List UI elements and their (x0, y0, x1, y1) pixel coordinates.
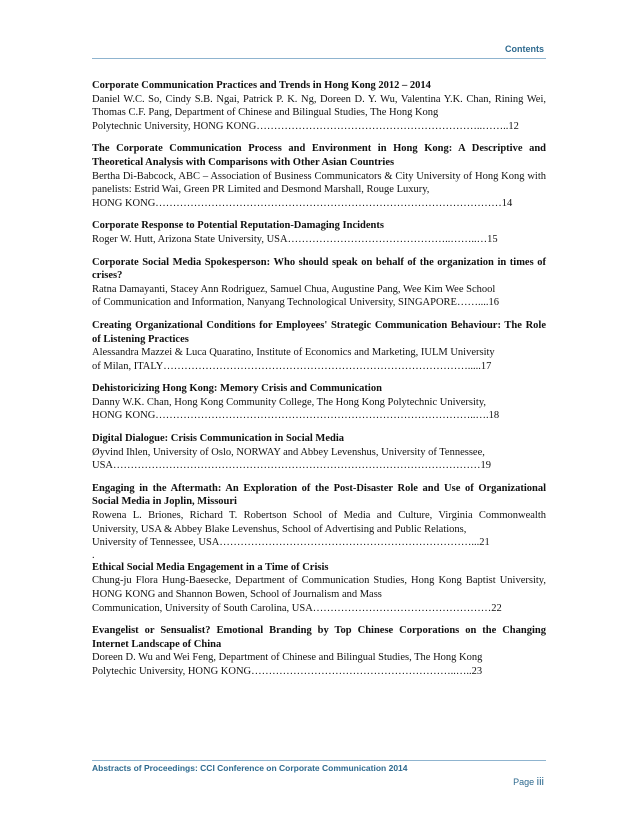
entry-title: Evangelist or Sensualist? Emotional Branding by Top Chinese Corporations on the Changing Internet Landscape of China (92, 625, 546, 650)
entry-title: Corporate Response to Potential Reputation-Damaging Incidents (92, 220, 384, 232)
entry-last-line-with-page: Polytechnic University, HONG KONG………………………………………………………..……..12 (92, 120, 519, 132)
toc-entry[interactable] (92, 432, 546, 473)
entry-last-line-with-page: University of Tennessee, USA………………………………………………………………...21 (92, 537, 490, 549)
toc-entry[interactable] (92, 142, 546, 210)
toc-entry[interactable] (92, 624, 546, 678)
page-label: Page (513, 777, 535, 787)
entry-title: Digital Dialogue: Crisis Communication in Social Media (92, 433, 344, 445)
entry-last-line-with-page: of Milan, ITALY…………………………………………………………………………….....17 (92, 360, 492, 372)
entry-last-line-with-page: Communication, University of South Carolina, USA……………………………………………22 (92, 602, 502, 614)
page-number (513, 776, 544, 788)
entry-last-line-with-page: Roger W. Hutt, Arizona State University, USA………………………………………..……..…15 (92, 233, 498, 245)
page-number-value: iii (536, 776, 544, 788)
footer-rule (92, 760, 546, 761)
entry-title: The Corporate Communication Process and Environment in Hong Kong: A Descriptive and Theoretical Analysis with Comparisons with Other Asian Countries (92, 143, 546, 168)
entry-authors: Chung-ju Flora Hung-Baesecke, Department of Communication Studies, Hong Kong Baptist University, HONG KONG and Shannon Bowen, School of Journalism and Mass (92, 575, 546, 600)
entry-last-line-with-page: of Communication and Information, Nanyang Technological University, SINGAPORE……....16 (92, 297, 499, 309)
entry-last-line-with-page: HONG KONG………………………………………………………………………………..….18 (92, 410, 500, 422)
entry-last-line-with-page: USA……………………………………………………………………………………………19 (92, 460, 492, 472)
entry-last-line-with-page: Polytechic University, HONG KONG…………………………………………………..…..23 (92, 665, 483, 677)
toc-entry[interactable] (92, 79, 546, 133)
entry-last-line-with-page: HONG KONG………………………………………………………………………………………14 (92, 197, 513, 209)
toc-entry[interactable] (92, 561, 546, 615)
toc-entry[interactable] (92, 256, 546, 310)
toc-entry[interactable] (92, 319, 546, 373)
entry-authors: Daniel W.C. So, Cindy S.B. Ngai, Patrick P. K. Ng, Doreen D. Y. Wu, Valentina Y.K. Chan, Rining Wei, Thomas C.F. Pang, Department of Chinese and Bilingual Studies, The Hong Kong (92, 93, 546, 119)
entry-authors: Doreen D. Wu and Wei Feng, Department of Chinese and Bilingual Studies, The Hong Kong (92, 652, 483, 664)
header-rule (92, 58, 546, 59)
entry-title: Ethical Social Media Engagement in a Time of Crisis (92, 561, 329, 573)
entry-title: Corporate Communication Practices and Trends in Hong Kong 2012 – 2014 (92, 80, 431, 91)
entry-title: Creating Organizational Conditions for Employees' Strategic Communication Behaviour: The Role of Listening Practices (92, 319, 546, 345)
entry-authors: Danny W.K. Chan, Hong Kong Community College, The Hong Kong Polytechnic University, (92, 396, 487, 408)
toc-entry[interactable] (92, 382, 546, 423)
entry-authors: Alessandra Mazzei & Luca Quaratino, Institute of Economics and Marketing, IULM University (92, 347, 495, 359)
entry-title: Engaging in the Aftermath: An Exploration of the Post-Disaster Role and Use of Organizational Social Media in Joplin, Missouri (92, 482, 546, 508)
table-of-contents (92, 79, 546, 688)
entry-authors: Rowena L. Briones, Richard T. Robertson School of Media and Culture, Virginia Commonwealth University, USA & Abbey Blake Levenshus, School of Advertising and Public Relations, (92, 510, 546, 535)
entry-title: Dehistoricizing Hong Kong: Memory Crisis and Communication (92, 383, 382, 395)
toc-entry[interactable] (92, 482, 546, 550)
entry-authors: Bertha Di-Babcock, ABC – Association of Business Communicators & City University of Hong Kong with panelists: Estrid Wai, Green PR Limited and Desmond Marshall, Rouge Luxury, (92, 170, 546, 196)
entry-authors: Ratna Damayanti, Stacey Ann Rodriguez, Samuel Chua, Augustine Pang, Wee Kim Wee School (92, 283, 496, 295)
stray-period-mark: . (92, 549, 95, 561)
toc-entry[interactable] (92, 219, 546, 246)
entry-title: Corporate Social Media Spokesperson: Who should speak on behalf of the organization in times of crises? (92, 256, 546, 282)
running-header-title: Contents (505, 44, 544, 54)
footer-proceedings-title: Abstracts of Proceedings: CCI Conference on Corporate Communication 2014 (92, 763, 408, 773)
entry-authors: Øyvind Ihlen, University of Oslo, NORWAY and Abbey Levenshus, University of Tennessee, (92, 446, 485, 458)
